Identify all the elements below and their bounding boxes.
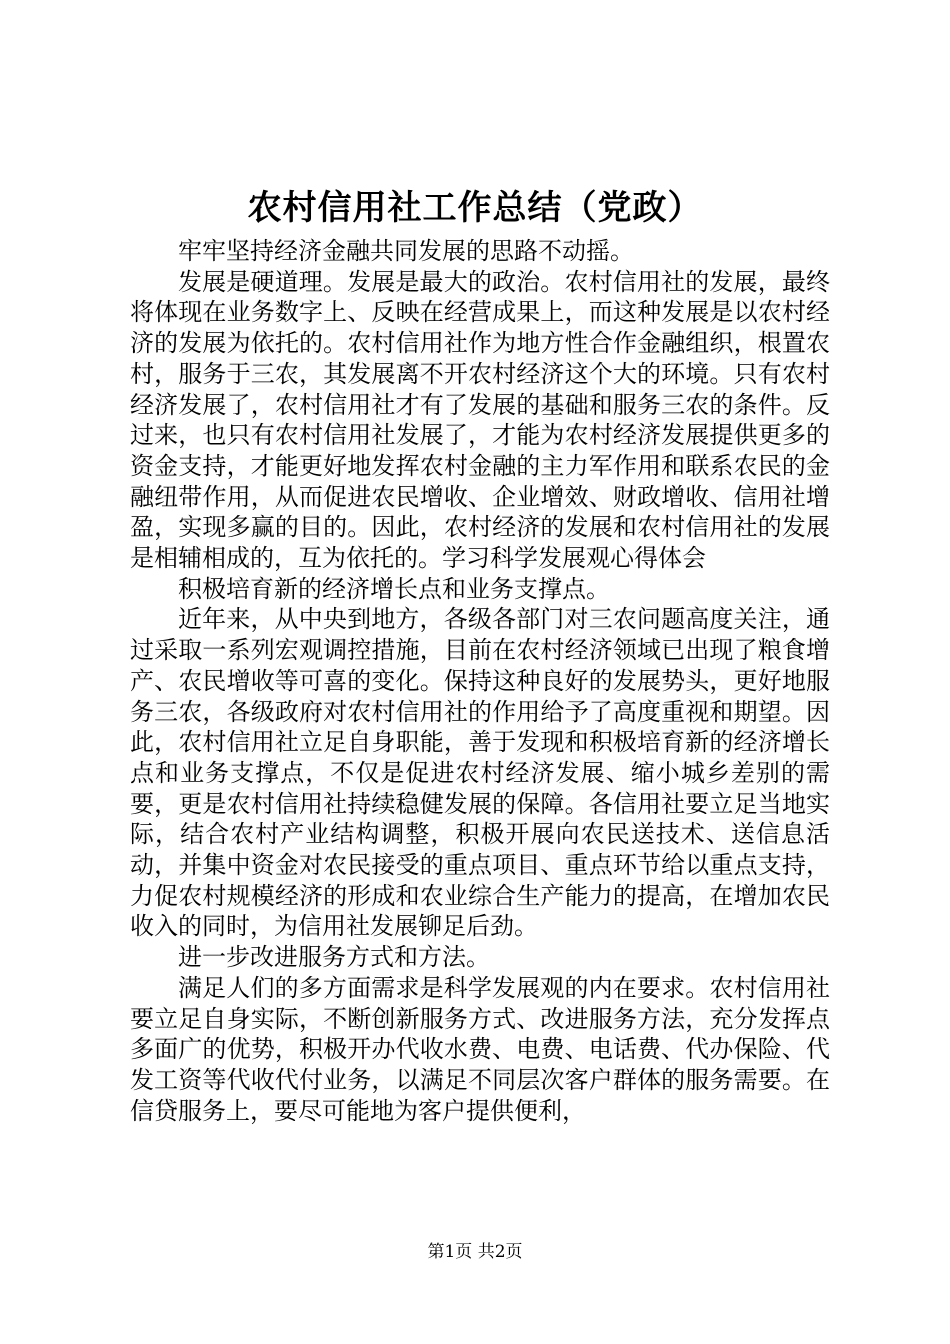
document-title: 农村信用社工作总结（党政） [247, 188, 703, 228]
paragraph: 发展是硬道理。发展是最大的政治。农村信用社的发展，最终将体现在业务数字上、反映在经营成果上，而这种发展是以农村经济的发展为依托的。农村信用社作为地方性合作金融组织，根置农村，服务于三农，其发展离不开农村经济这个大的环境。只有农村经济发展了，农村信用社才有了发展的基础和服务三农的条件。反过来，也只有农村信用社发展了，才能为农村经济发展提供更多的资金支持，才能更好地发挥农村金融的主力军作用和联系农民的金融纽带作用，从而促进农民增收、企业增效、财政增收、信用社增盈，实现多赢的目的。因此，农村经济的发展和农村信用社的发展是相辅相成的，互为依托的。学习科学发展观心得体会 [130, 267, 830, 573]
paragraph: 积极培育新的经济增长点和业务支撑点。 [178, 574, 610, 603]
document-body [130, 236, 830, 1126]
paragraph: 满足人们的多方面需求是科学发展观的内在要求。农村信用社要立足自身实际，不断创新服务方式、改进服务方法，充分发挥点多面广的优势，积极开办代收水费、电费、电话费、代办保险、代发工资等代收代付业务，以满足不同层次客户群体的服务需要。在信贷服务上，要尽可能地为客户提供便利， [130, 973, 830, 1125]
page-number-footer: 第1页 共2页 [427, 1242, 523, 1262]
paragraph: 进一步改进服务方式和方法。 [178, 943, 490, 972]
paragraph: 近年来，从中央到地方，各级各部门对三农问题高度关注，通过采取一系列宏观调控措施，目前在农村经济领域已出现了粮食增产、农民增收等可喜的变化。保持这种良好的发展势头，更好地服务三农，各级政府对农村信用社的作用给予了高度重视和期望。因此，农村信用社立足自身职能，善于发现和积极培育新的经济增长点和业务支撑点，不仅是促进农村经济发展、缩小城乡差别的需要，更是农村信用社持续稳健发展的保障。各信用社要立足当地实际，结合农村产业结构调整，积极开展向农民送技术、送信息活动，并集中资金对农民接受的重点项目、重点环节给以重点支持，力促农村规模经济的形成和农业综合生产能力的提高，在增加农民收入的同时，为信用社发展铆足后劲。 [130, 605, 830, 941]
paragraph: 牢牢坚持经济金融共同发展的思路不动摇。 [178, 237, 634, 265]
